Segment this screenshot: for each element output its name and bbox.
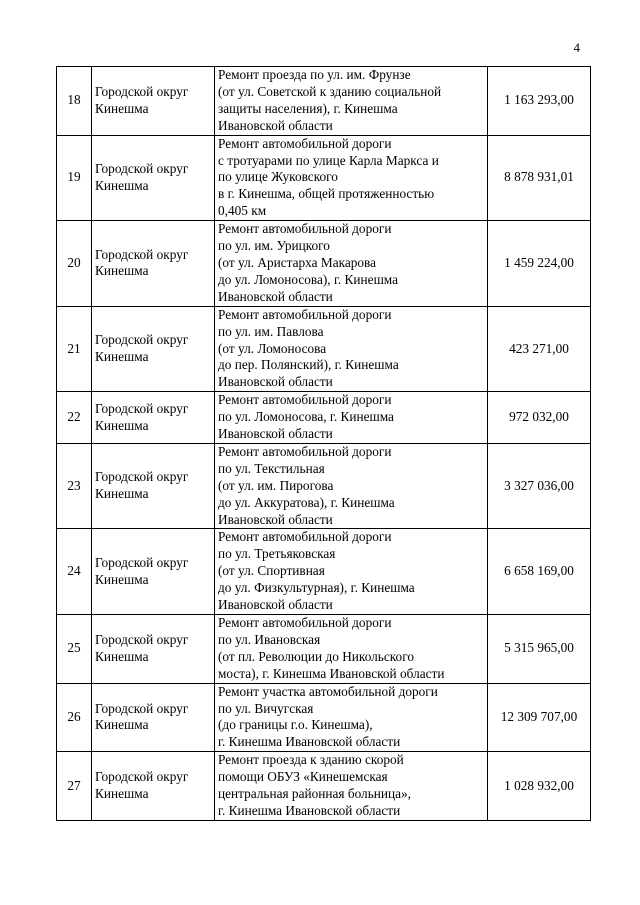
row-number: 23 (57, 443, 92, 529)
description-cell (215, 306, 488, 392)
description-line: до ул. Аккуратова), г. Кинешма (218, 494, 395, 510)
description-line: по ул. им. Павлова (218, 323, 324, 339)
description-line: по ул. Третьяковская (218, 546, 336, 562)
table-row (57, 683, 591, 752)
description-line: г. Кинешма Ивановской области (218, 802, 401, 818)
description-line: (от ул. Советской к зданию социальной (218, 83, 442, 99)
description-line: до ул. Ломоносова), г. Кинешма (218, 271, 399, 287)
description-line: помощи ОБУЗ «Кинешемская (218, 769, 388, 785)
amount-cell: 3 327 036,00 (488, 443, 591, 529)
projects-table (56, 66, 591, 821)
row-number: 22 (57, 392, 92, 444)
description-line: Ремонт участка автомобильной дороги (218, 683, 438, 699)
municipality-cell (92, 221, 215, 307)
municipality-line: Кинешма (95, 263, 149, 279)
description-line: Ремонт автомобильной дороги (218, 135, 392, 151)
municipality-line: Кинешма (95, 571, 149, 587)
table-row (57, 392, 591, 444)
description-cell (215, 67, 488, 136)
description-line: Ремонт автомобильной дороги (218, 221, 392, 237)
description-line: по ул. Ломоносова, г. Кинешма (218, 409, 394, 425)
description-line: Ремонт проезда к зданию скорой (218, 752, 404, 768)
description-line: по ул. Текстильная (218, 460, 325, 476)
amount-cell: 6 658 169,00 (488, 529, 591, 615)
amount-cell: 423 271,00 (488, 306, 591, 392)
municipality-line: Кинешма (95, 177, 149, 193)
amount-cell: 1 028 932,00 (488, 752, 591, 821)
table-row (57, 306, 591, 392)
description-cell (215, 443, 488, 529)
row-number: 18 (57, 67, 92, 136)
description-line: по ул. Вичугская (218, 700, 314, 716)
table-row (57, 221, 591, 307)
description-line: Ремонт проезда по ул. им. Фрунзе (218, 67, 411, 82)
table-row (57, 67, 591, 136)
municipality-line: Кинешма (95, 648, 149, 664)
row-number: 25 (57, 615, 92, 684)
municipality-line: Кинешма (95, 417, 149, 433)
description-line: (от пл. Революции до Никольского (218, 648, 414, 664)
description-line: Ивановской области (218, 426, 333, 442)
description-line: Ремонт автомобильной дороги (218, 529, 392, 545)
municipality-line: Городской округ (95, 469, 189, 485)
municipality-line: Городской округ (95, 83, 189, 99)
description-line: в г. Кинешма, общей протяженностью (218, 186, 435, 202)
description-cell (215, 683, 488, 752)
amount-cell: 8 878 931,01 (488, 135, 591, 221)
projects-table-body (57, 67, 591, 821)
table-row (57, 529, 591, 615)
municipality-cell (92, 615, 215, 684)
municipality-line: Городской округ (95, 769, 189, 785)
municipality-line: Кинешма (95, 348, 149, 364)
row-number: 27 (57, 752, 92, 821)
municipality-cell (92, 443, 215, 529)
description-line: до ул. Физкультурная), г. Кинешма (218, 580, 415, 596)
description-cell (215, 392, 488, 444)
description-line: Ремонт автомобильной дороги (218, 306, 392, 322)
description-line: по улице Жуковского (218, 169, 338, 185)
municipality-line: Кинешма (95, 786, 149, 802)
municipality-line: Городской округ (95, 332, 189, 348)
municipality-cell (92, 529, 215, 615)
amount-cell: 1 459 224,00 (488, 221, 591, 307)
row-number: 19 (57, 135, 92, 221)
description-line: (от ул. им. Пирогова (218, 477, 334, 493)
page-number: 4 (573, 40, 580, 55)
description-line: с тротуарами по улице Карла Маркса и (218, 152, 439, 168)
description-line: (от ул. Аристарха Макарова (218, 254, 377, 270)
municipality-cell (92, 67, 215, 136)
amount-cell: 1 163 293,00 (488, 67, 591, 136)
description-cell (215, 135, 488, 221)
municipality-line: Городской округ (95, 700, 189, 716)
description-line: Ивановской области (218, 597, 333, 613)
row-number: 24 (57, 529, 92, 615)
municipality-line: Городской округ (95, 246, 189, 262)
municipality-cell (92, 135, 215, 221)
municipality-line: Кинешма (95, 486, 149, 502)
table-row (57, 615, 591, 684)
description-line: по ул. им. Урицкого (218, 238, 330, 254)
municipality-cell (92, 392, 215, 444)
description-line: Ремонт автомобильной дороги (218, 443, 392, 459)
municipality-cell (92, 306, 215, 392)
description-line: центральная районная больница», (218, 786, 411, 802)
amount-cell: 972 032,00 (488, 392, 591, 444)
municipality-line: Городской округ (95, 400, 189, 416)
table-row (57, 752, 591, 821)
amount-cell: 5 315 965,00 (488, 615, 591, 684)
row-number: 26 (57, 683, 92, 752)
description-line: Ремонт автомобильной дороги (218, 392, 392, 408)
description-line: по ул. Ивановская (218, 631, 321, 647)
description-line: защиты населения), г. Кинешма (218, 100, 398, 116)
description-line: до пер. Полянский), г. Кинешма (218, 357, 399, 373)
municipality-line: Кинешма (95, 717, 149, 733)
description-cell (215, 221, 488, 307)
row-number: 20 (57, 221, 92, 307)
municipality-line: Городской округ (95, 631, 189, 647)
description-line: (от ул. Ломоносова (218, 340, 327, 356)
description-line: Ивановской области (218, 511, 333, 527)
description-line: Ремонт автомобильной дороги (218, 615, 392, 630)
description-line: Ивановской области (218, 288, 333, 304)
municipality-line: Городской округ (95, 554, 189, 570)
description-line: г. Кинешма Ивановской области (218, 734, 401, 750)
amount-cell: 12 309 707,00 (488, 683, 591, 752)
municipality-cell (92, 752, 215, 821)
table-row (57, 443, 591, 529)
description-cell (215, 615, 488, 684)
description-line: (до границы г.о. Кинешма), (218, 717, 373, 733)
table-row (57, 135, 591, 221)
description-line: 0,405 км (218, 203, 267, 219)
row-number: 21 (57, 306, 92, 392)
description-line: моста), г. Кинешма Ивановской области (218, 665, 445, 681)
description-line: Ивановской области (218, 374, 333, 390)
municipality-line: Кинешма (95, 100, 149, 116)
description-cell (215, 529, 488, 615)
description-line: Ивановской области (218, 117, 333, 133)
description-line: (от ул. Спортивная (218, 563, 325, 579)
municipality-cell (92, 683, 215, 752)
municipality-line: Городской округ (95, 160, 189, 176)
description-cell (215, 752, 488, 821)
